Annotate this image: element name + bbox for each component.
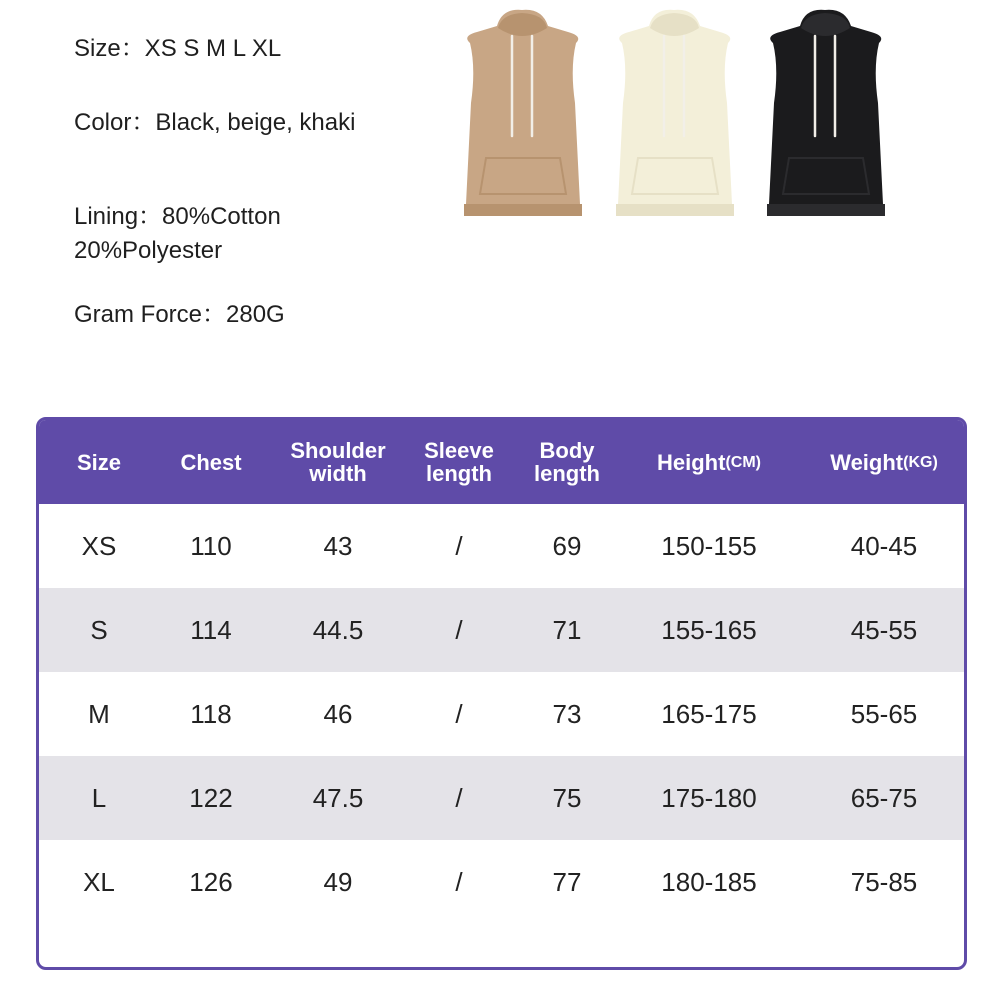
table-cell: 114: [190, 614, 232, 645]
table-cell: 73: [552, 698, 582, 729]
table-row: [39, 672, 964, 756]
spec-gram-force: Gram Force：280G: [74, 301, 285, 328]
table-cell: 71: [552, 614, 582, 645]
table-row: [39, 756, 964, 840]
table-cell: 126: [189, 866, 233, 897]
product-images: [452, 8, 897, 223]
spec-size: Size：XS S M L XL: [74, 35, 282, 62]
table-cell: 45-55: [850, 614, 918, 645]
table-cell: S: [90, 614, 108, 645]
column-header: [809, 420, 959, 504]
table-cell: 69: [552, 530, 582, 561]
column-header-label: Size: [76, 449, 122, 475]
column-header: [59, 420, 139, 504]
table-cell: 40-45: [850, 530, 918, 561]
size-chart-table: [36, 417, 967, 970]
table-cell: 110: [190, 530, 232, 561]
column-header-label: Chest: [180, 449, 242, 475]
spec-lining-line2: 20%Polyester: [74, 237, 223, 264]
table-cell: 118: [190, 698, 232, 729]
column-header-label: Shoulder width: [290, 438, 386, 486]
spec-lining-line1: Lining：80%Cotton: [74, 203, 281, 230]
column-header: [629, 420, 789, 504]
beige-hoodie-vest: [616, 10, 734, 216]
table-cell: /: [455, 530, 463, 561]
spec-lining: [74, 200, 281, 268]
table-cell: /: [455, 698, 463, 729]
table-cell: 49: [323, 866, 353, 897]
column-header-label: Weight: [830, 449, 904, 475]
table-cell: 75: [552, 782, 582, 813]
table-cell: L: [91, 782, 107, 813]
table-cell: 44.5: [312, 614, 364, 645]
table-cell: 175-180: [661, 782, 757, 813]
table-row: [39, 588, 964, 672]
column-header-unit: (CM): [725, 453, 761, 471]
table-cell: XL: [83, 866, 115, 897]
table-cell: 47.5: [312, 782, 364, 813]
table-cell: 180-185: [661, 866, 757, 897]
table-cell: /: [455, 614, 463, 645]
table-cell: M: [88, 698, 110, 729]
product-images-svg: [452, 8, 897, 223]
table-cell: XS: [81, 530, 117, 561]
table-row: [39, 504, 964, 588]
table-row: [39, 840, 964, 924]
table-cell: 122: [189, 782, 233, 813]
table-cell: 155-165: [661, 614, 757, 645]
column-header: [161, 420, 261, 504]
table-cell: /: [455, 866, 463, 897]
column-header: [517, 420, 617, 504]
table-header: [39, 420, 964, 504]
table-cell: 75-85: [850, 866, 918, 897]
column-header: [279, 420, 397, 504]
black-hoodie-vest: [767, 10, 885, 216]
column-header-label: Height: [657, 449, 726, 475]
column-header-label: Body length: [534, 438, 600, 486]
table-cell: 165-175: [661, 698, 757, 729]
spec-color: Color：Black, beige, khaki: [74, 109, 356, 136]
table-cell: 150-155: [661, 530, 757, 561]
table-cell: 46: [323, 698, 353, 729]
table-cell: 77: [552, 866, 582, 897]
table-cell: 55-65: [850, 698, 918, 729]
table-cell: /: [455, 782, 463, 813]
column-header-unit: (KG): [903, 453, 938, 471]
column-header-label: Sleeve length: [424, 438, 494, 486]
khaki-hoodie-vest: [464, 10, 582, 216]
column-header: [409, 420, 509, 504]
table-cell: 65-75: [850, 782, 918, 813]
table-cell: 43: [323, 530, 353, 561]
